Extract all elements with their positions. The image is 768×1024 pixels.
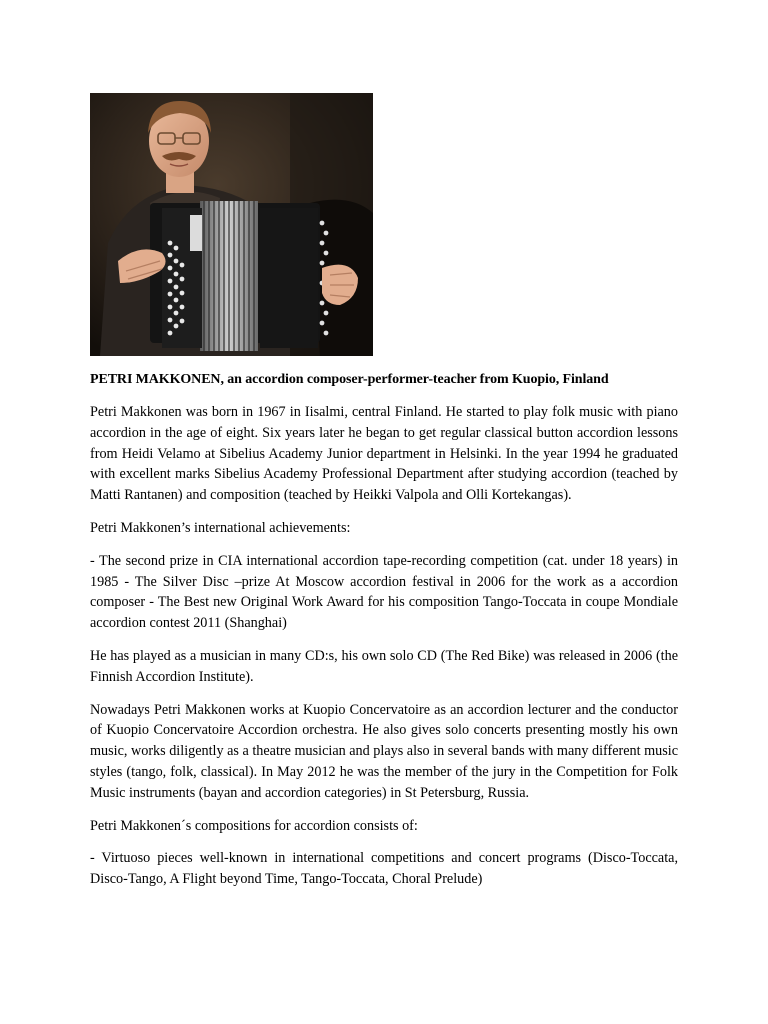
compositions-paragraph: - Virtuoso pieces well-known in international competitions and concert programs (Disco-Toccata, Disco-Tango, A Flight beyond Time, Tango-Toccata, Choral Prelude) bbox=[90, 850, 678, 888]
biography-paragraph: Petri Makkonen was born in 1967 in Iisalmi, central Finland. He started to play folk music with piano accordion in the age of eight. Six years later he began to get regular classical button accordion lessons from Heidi Velamo at Sibelius Academy Junior department in Helsinki. In the year 1994 he graduated with excellent marks Sibelius Academy Professional Department after studying accordion (teached by Matti Rantanen) and composition (teached by Heikki Valpola and Olli Kortekangas). bbox=[90, 404, 678, 504]
achievements-paragraph: - The second prize in CIA international accordion tape-recording competition (cat. under 18 years) in 1985 - The Silver Disc –prize At Moscow accordion festival in 2006 for the work as a accordion composer - The Best new Original Work Award for his composition Tango-Toccata in coupe Mondiale accordion contest 2011 (Shanghai) bbox=[90, 552, 678, 632]
document-body bbox=[90, 369, 678, 902]
compositions-heading: Petri Makkonen´s compositions for accordion consists of: bbox=[90, 817, 418, 834]
portrait-photo bbox=[90, 93, 373, 356]
document-title: PETRI MAKKONEN, an accordion composer-performer-teacher from Kuopio, Finland bbox=[90, 372, 609, 387]
achievements-heading: Petri Makkonen’s international achievements: bbox=[90, 519, 351, 536]
current-work-paragraph: Nowadays Petri Makkonen works at Kuopio Concervatoire as an accordion lecturer and the conductor of Kuopio Concervatoire Accordion orchestra. He also gives solo concerts presenting mostly his own music, works diligently as a theatre musician and plays also in several bands with many different music styles (tango, folk, classical). In May 2012 he was the member of the jury in the Competition for Folk Music instruments (bayan and accordion categories) in St Petersburg, Russia. bbox=[90, 701, 678, 801]
recordings-paragraph: He has played as a musician in many CD:s, his own solo CD (The Red Bike) was released in 2006 (the Finnish Accordion Institute). bbox=[90, 647, 678, 685]
